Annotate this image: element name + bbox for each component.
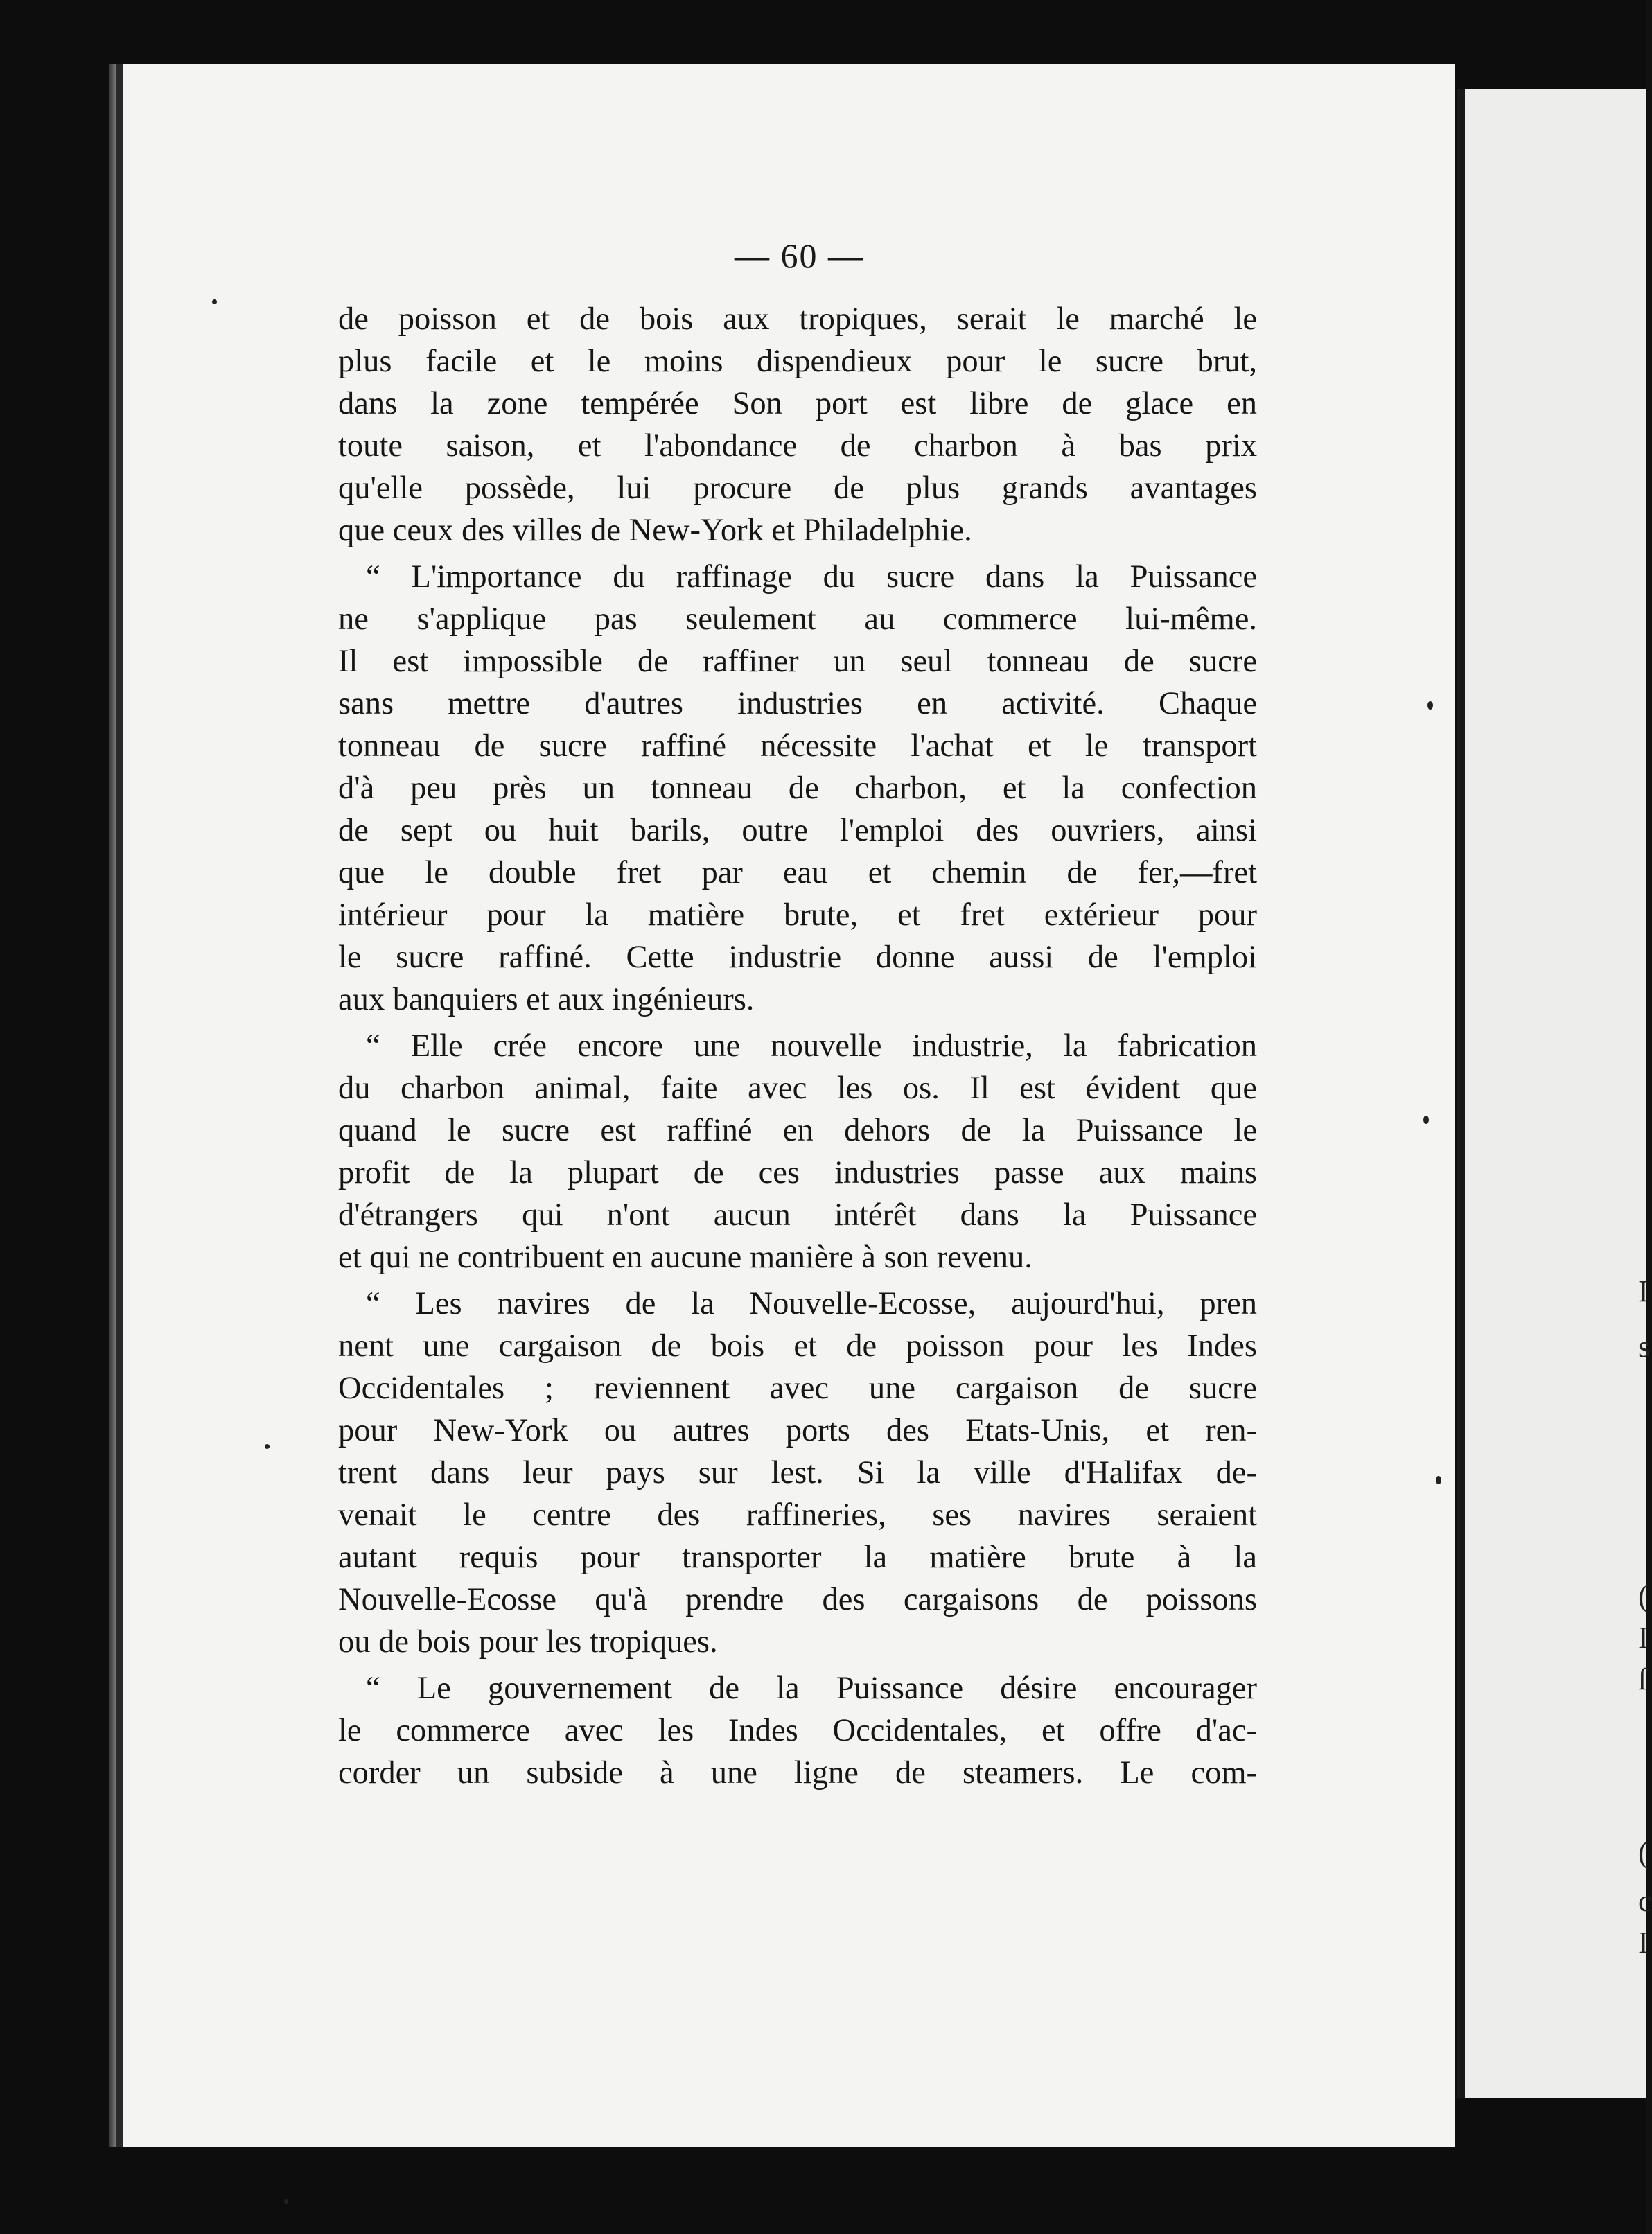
text-line: sans mettre d'autres industries en activité. Chaque — [338, 686, 1257, 721]
text-line: corder un subside à une ligne de steamers. Le com- — [338, 1755, 1257, 1791]
text-line: le sucre raffiné. Cette industrie donne aussi de l'emploi — [338, 940, 1257, 975]
text-line: ne s'applique pas seulement au commerce lui-même. — [338, 601, 1257, 637]
text-line: dans la zone tempérée Son port est libre de glace en — [338, 386, 1257, 421]
page-number: — 60 — — [735, 236, 864, 275]
facing-page-fragment: I — [1638, 1274, 1649, 1308]
text-line: le commerce avec les Indes Occidentales, et offre d'ac- — [338, 1713, 1257, 1748]
text-line: plus facile et le moins dispendieux pour le sucre brut, — [338, 344, 1257, 379]
text-line: venait le centre des raffineries, ses navires seraient — [338, 1497, 1257, 1533]
text-line: Nouvelle-Ecosse qu'à prendre des cargaisons de poissons — [338, 1582, 1257, 1617]
facing-page-edge — [1457, 89, 1652, 2098]
paragraph — [338, 556, 1257, 1021]
text-line: nent une cargaison de bois et de poisson pour les Indes — [338, 1328, 1257, 1364]
scan-speck — [212, 299, 217, 304]
text-line: Occidentales ; reviennent avec une cargaison de sucre — [338, 1371, 1257, 1406]
text-line: de poisson et de bois aux tropiques, serait le marché le — [338, 301, 1257, 337]
text-line: trent dans leur pays sur lest. Si la ville d'Halifax de- — [338, 1455, 1257, 1490]
scan-speck — [284, 2199, 288, 2204]
paragraph — [338, 1667, 1257, 1794]
text-line: quand le sucre est raffiné en dehors de la Puissance le — [338, 1113, 1257, 1148]
text-line: intérieur pour la matière brute, et fret extérieur pour — [338, 897, 1257, 933]
text-line: ou de bois pour les tropiques. — [338, 1624, 718, 1660]
text-line: du charbon animal, faite avec les os. Il est évident que — [338, 1071, 1257, 1106]
paragraph — [338, 298, 1257, 552]
text-line: tonneau de sucre raffiné nécessite l'achat et le transport — [338, 728, 1257, 764]
text-line: d'à peu près un tonneau de charbon, et la confection — [338, 771, 1257, 806]
scan-speck — [1436, 1476, 1441, 1484]
paragraph — [338, 1283, 1257, 1663]
text-line: “ L'importance du raffinage du sucre dans la Puissance — [366, 559, 1257, 595]
text-line: autant requis pour transporter la matière brute à la — [338, 1540, 1257, 1575]
text-line: que ceux des villes de New-York et Philadelphie. — [338, 513, 972, 548]
text-line: “ Les navires de la Nouvelle-Ecosse, aujourd'hui, pren — [366, 1286, 1257, 1321]
facing-page-fragment: s — [1638, 1330, 1651, 1364]
facing-page-fragment: I — [1638, 1926, 1649, 1960]
facing-page-fragment: ( — [1638, 1579, 1649, 1613]
facing-page-fragment: ( — [1638, 1836, 1649, 1870]
facing-page-fragment: c — [1638, 1884, 1652, 1918]
facing-page-fragment: ſ — [1638, 1662, 1647, 1696]
scan-speck — [1423, 1116, 1429, 1124]
text-line: profit de la plupart de ces industries passe aux mains — [338, 1155, 1257, 1190]
text-line: pour New-York ou autres ports des Etats-Unis, et ren- — [338, 1413, 1257, 1448]
text-line: Il est impossible de raffiner un seul tonneau de sucre — [338, 644, 1257, 679]
text-line: “ Le gouvernement de la Puissance désire encourager — [366, 1671, 1257, 1706]
text-line: “ Elle crée encore une nouvelle industrie, la fabrication — [366, 1028, 1257, 1064]
text-line: d'étrangers qui n'ont aucun intérêt dans la Puissance — [338, 1197, 1257, 1233]
text-line: toute saison, et l'abondance de charbon à bas prix — [338, 428, 1257, 464]
scan-speck — [265, 1444, 270, 1449]
text-line: que le double fret par eau et chemin de fer,—fret — [338, 855, 1257, 890]
scan-speck — [1427, 701, 1433, 710]
text-line: de sept ou huit barils, outre l'emploi des ouvriers, ainsi — [338, 813, 1257, 848]
text-line: qu'elle possède, lui procure de plus grands avantages — [338, 470, 1257, 506]
text-line: et qui ne contribuent en aucune manière à son revenu. — [338, 1240, 1032, 1275]
text-line: aux banquiers et aux ingénieurs. — [338, 982, 755, 1017]
paragraph — [338, 1025, 1257, 1278]
facing-page-fragment: I — [1638, 1621, 1649, 1655]
body-text — [338, 298, 1257, 1798]
